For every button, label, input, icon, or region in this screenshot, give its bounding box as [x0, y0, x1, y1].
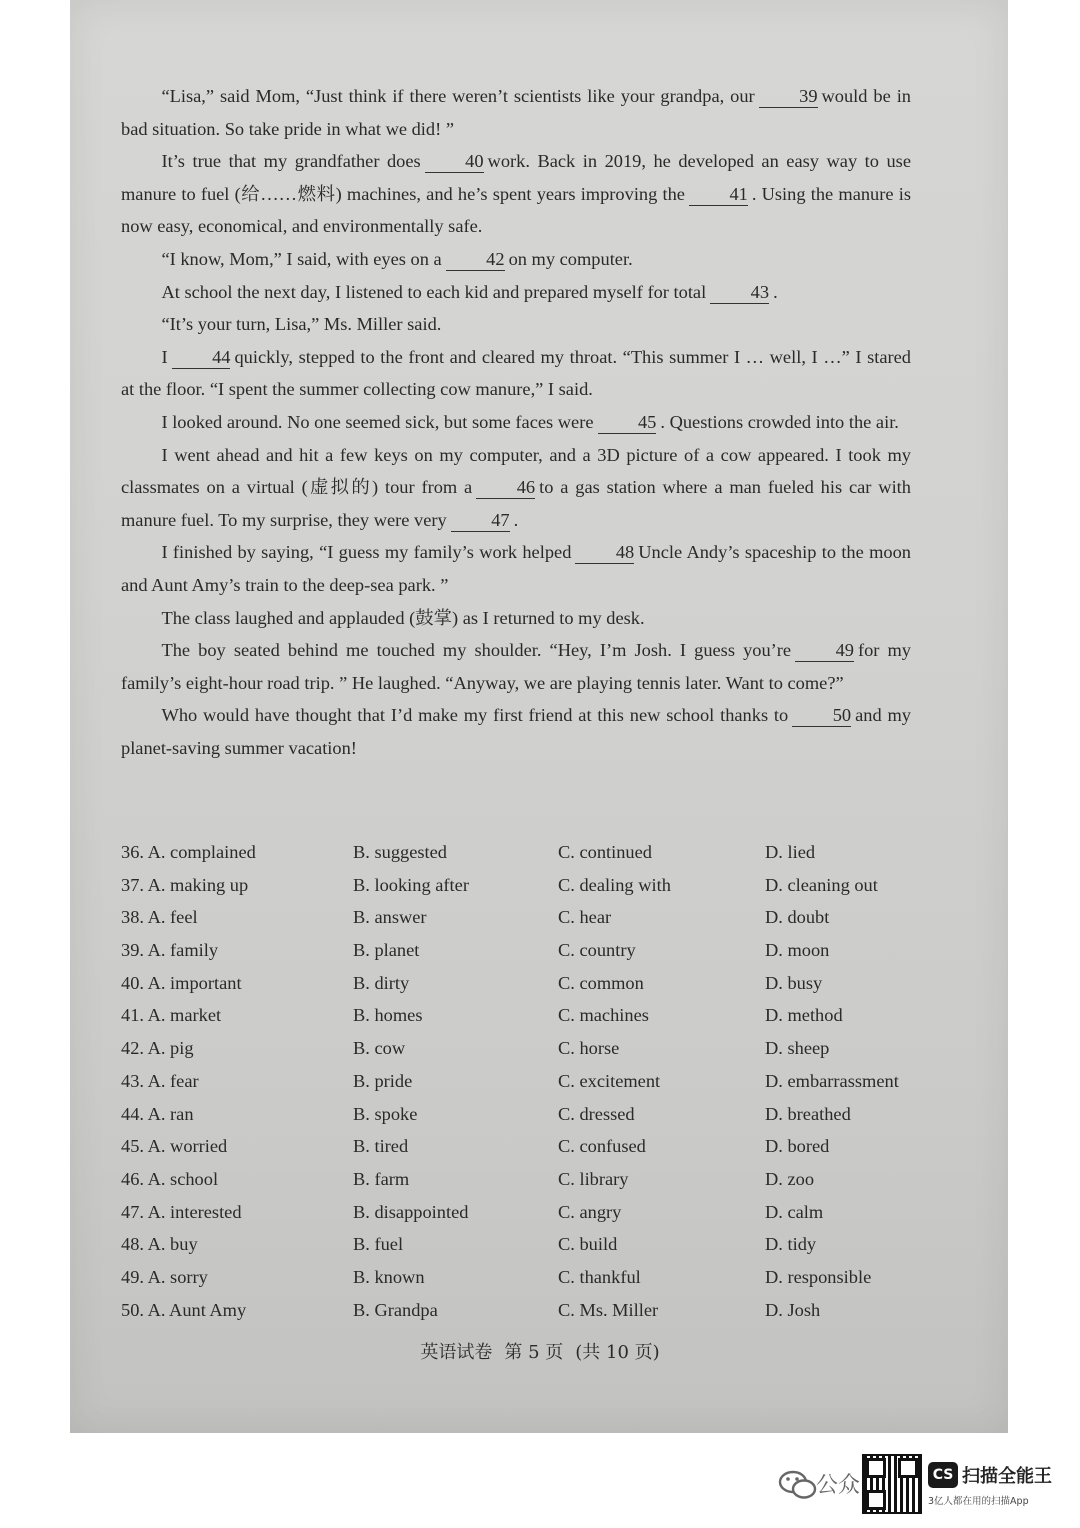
option-b: B. suggested	[353, 842, 447, 862]
blank-50: 50	[792, 704, 851, 727]
paragraph-10: The class laughed and applauded (鼓掌) as I returned to my desk.	[161, 607, 645, 628]
option-c: C. machines	[558, 1005, 649, 1026]
option-a: 48. A. buy	[121, 1234, 198, 1255]
option-b: B. disappointed	[353, 1201, 469, 1222]
paragraph-5: “It’s your turn, Lisa,” Ms. Miller said.	[161, 314, 442, 335]
option-row-40	[121, 969, 921, 1002]
option-a: 49. A. sorry	[121, 1266, 208, 1287]
option-row-49	[121, 1263, 921, 1296]
blank-40: 40	[425, 150, 484, 173]
cloze-passage	[121, 80, 911, 764]
option-c: C. dressed	[558, 1103, 635, 1124]
option-a: 45. A. worried	[121, 1136, 228, 1157]
option-b: B. answer	[353, 907, 427, 928]
option-b: B. cow	[353, 1038, 406, 1059]
option-a: 40. A. important	[121, 972, 242, 993]
option-a: 44. A. ran	[121, 1103, 194, 1124]
paragraph-11: The boy seated behind me touched my shoulder. “Hey, I’m Josh. I guess you’re 49 for my family’s eight-hour road trip. ” He laughed. “Anyway, we are playing tennis later. Want to come?”	[121, 640, 911, 693]
option-c: C. thankful	[558, 1266, 641, 1287]
option-b: B. tired	[353, 1136, 409, 1157]
option-row-50	[121, 1296, 921, 1329]
option-d: D. bored	[765, 1136, 830, 1157]
option-b: B. Grandpa	[353, 1299, 438, 1320]
option-b: B. planet	[353, 940, 420, 961]
paragraph-2: It’s true that my grandfather does 40 work. Back in 2019, he developed an easy way to use manure to fuel (给……燃料) machines, and he’s spent years improving the 41 . Using the manure is now easy, economical, and environmentally safe.	[121, 151, 911, 237]
option-a: 50. A. Aunt Amy	[121, 1299, 247, 1320]
option-a: 37. A. making up	[121, 874, 249, 895]
option-c: C. confused	[558, 1136, 646, 1157]
option-b: B. known	[353, 1266, 425, 1287]
option-d: D. lied	[765, 842, 816, 862]
option-a: 47. A. interested	[121, 1201, 242, 1222]
option-b: B. pride	[353, 1070, 413, 1091]
option-c: C. common	[558, 972, 644, 993]
option-c: C. Ms. Miller	[558, 1299, 659, 1320]
paragraph-6: I 44 quickly, stepped to the front and cleared my throat. “This summer I … well, I …” I stared at the floor. “I spent the summer collecting cow manure,” I said.	[121, 346, 911, 400]
paragraph-8: I went ahead and hit a few keys on my computer, and a 3D picture of a cow appeared. I took my classmates on a virtual (虚拟的) tour from a 46 to a gas station where a man fueled his car with manure fuel. To my surprise, they were very 47 .	[121, 444, 911, 530]
option-b: B. looking after	[353, 874, 469, 895]
option-a: 38. A. feel	[121, 907, 198, 928]
scanner-app-name: 扫描全能王	[962, 1466, 1052, 1487]
option-b: B. farm	[353, 1168, 410, 1189]
option-b: B. homes	[353, 1005, 423, 1026]
option-row-42	[121, 1034, 921, 1067]
option-a: 41. A. market	[121, 1005, 222, 1026]
wechat-icon	[778, 1468, 818, 1502]
answer-options	[121, 838, 921, 1328]
option-b: B. spoke	[353, 1103, 418, 1124]
option-row-47	[121, 1198, 921, 1231]
option-d: D. embarrassment	[765, 1070, 899, 1091]
option-d: D. sheep	[765, 1038, 830, 1059]
blank-44: 44	[172, 346, 231, 369]
camscanner-logo: CS	[928, 1462, 958, 1488]
blank-45: 45	[598, 411, 657, 434]
option-c: C. angry	[558, 1201, 622, 1222]
option-row-36	[121, 838, 921, 871]
option-row-43	[121, 1067, 921, 1100]
option-a: 36. A. complained	[121, 842, 256, 862]
blank-43: 43	[710, 281, 769, 304]
paragraph-7: I looked around. No one seemed sick, but some faces were 45 . Questions crowded into the air.	[161, 411, 899, 432]
option-a: 43. A. fear	[121, 1070, 199, 1091]
paragraph-12: Who would have thought that I’d make my first friend at this new school thanks to 50 and my planet-saving summer vacation!	[121, 705, 911, 758]
option-d: D. doubt	[765, 907, 830, 928]
scanner-app-tagline: 3亿人都在用的扫描App	[928, 1496, 1029, 1507]
option-d: D. tidy	[765, 1234, 817, 1255]
paragraph-9: I finished by saying, “I guess my family’s work helped 48 Uncle Andy’s spaceship to the moon and Aunt Amy’s train to the deep-sea park. ”	[121, 542, 911, 595]
option-row-37	[121, 871, 921, 904]
blank-42: 42	[446, 248, 505, 271]
paragraph-1: “Lisa,” said Mom, “Just think if there weren’t scientists like your grandpa, our 39 would be in bad situation. So take pride in what we did! ”	[121, 86, 911, 139]
wechat-account-label: 公众	[816, 1473, 861, 1498]
option-a: 46. A. school	[121, 1168, 219, 1189]
option-a: 42. A. pig	[121, 1038, 194, 1059]
footer-subject: 英语试卷	[420, 1342, 493, 1363]
page-footer	[0, 1338, 1080, 1364]
option-c: C. horse	[558, 1038, 620, 1059]
option-d: D. breathed	[765, 1103, 851, 1124]
option-row-48	[121, 1230, 921, 1263]
option-row-45	[121, 1132, 921, 1165]
option-c: C. hear	[558, 907, 612, 928]
footer-page: 第 5 页	[504, 1342, 564, 1363]
option-d: D. zoo	[765, 1168, 815, 1189]
option-d: D. calm	[765, 1201, 824, 1222]
option-d: D. responsible	[765, 1266, 872, 1287]
footer-total: (共 10 页)	[575, 1342, 660, 1363]
option-d: D. method	[765, 1005, 843, 1026]
option-c: C. library	[558, 1168, 629, 1189]
blank-48: 48	[575, 541, 634, 564]
option-b: B. fuel	[353, 1234, 404, 1255]
option-c: C. country	[558, 940, 636, 961]
option-d: D. busy	[765, 972, 823, 993]
qr-code-icon	[864, 1456, 920, 1512]
option-d: D. Josh	[765, 1299, 821, 1320]
option-c: C. build	[558, 1234, 618, 1255]
blank-46: 46	[476, 476, 535, 499]
option-row-46	[121, 1165, 921, 1198]
blank-41: 41	[689, 183, 748, 206]
blank-39: 39	[759, 85, 818, 108]
option-c: C. dealing with	[558, 874, 671, 895]
option-b: B. dirty	[353, 972, 410, 993]
paragraph-3: “I know, Mom,” I said, with eyes on a 42 on my computer.	[161, 248, 633, 269]
option-d: D. moon	[765, 940, 830, 961]
option-row-44	[121, 1100, 921, 1133]
option-row-41	[121, 1001, 921, 1034]
blank-47: 47	[451, 509, 510, 532]
option-c: C. excitement	[558, 1070, 661, 1091]
blank-49: 49	[795, 639, 854, 662]
option-c: C. continued	[558, 842, 652, 862]
paragraph-4: At school the next day, I listened to each kid and prepared myself for total 43 .	[161, 281, 778, 302]
option-row-39	[121, 936, 921, 969]
option-a: 39. A. family	[121, 940, 219, 961]
option-row-38	[121, 903, 921, 936]
option-d: D. cleaning out	[765, 874, 878, 895]
